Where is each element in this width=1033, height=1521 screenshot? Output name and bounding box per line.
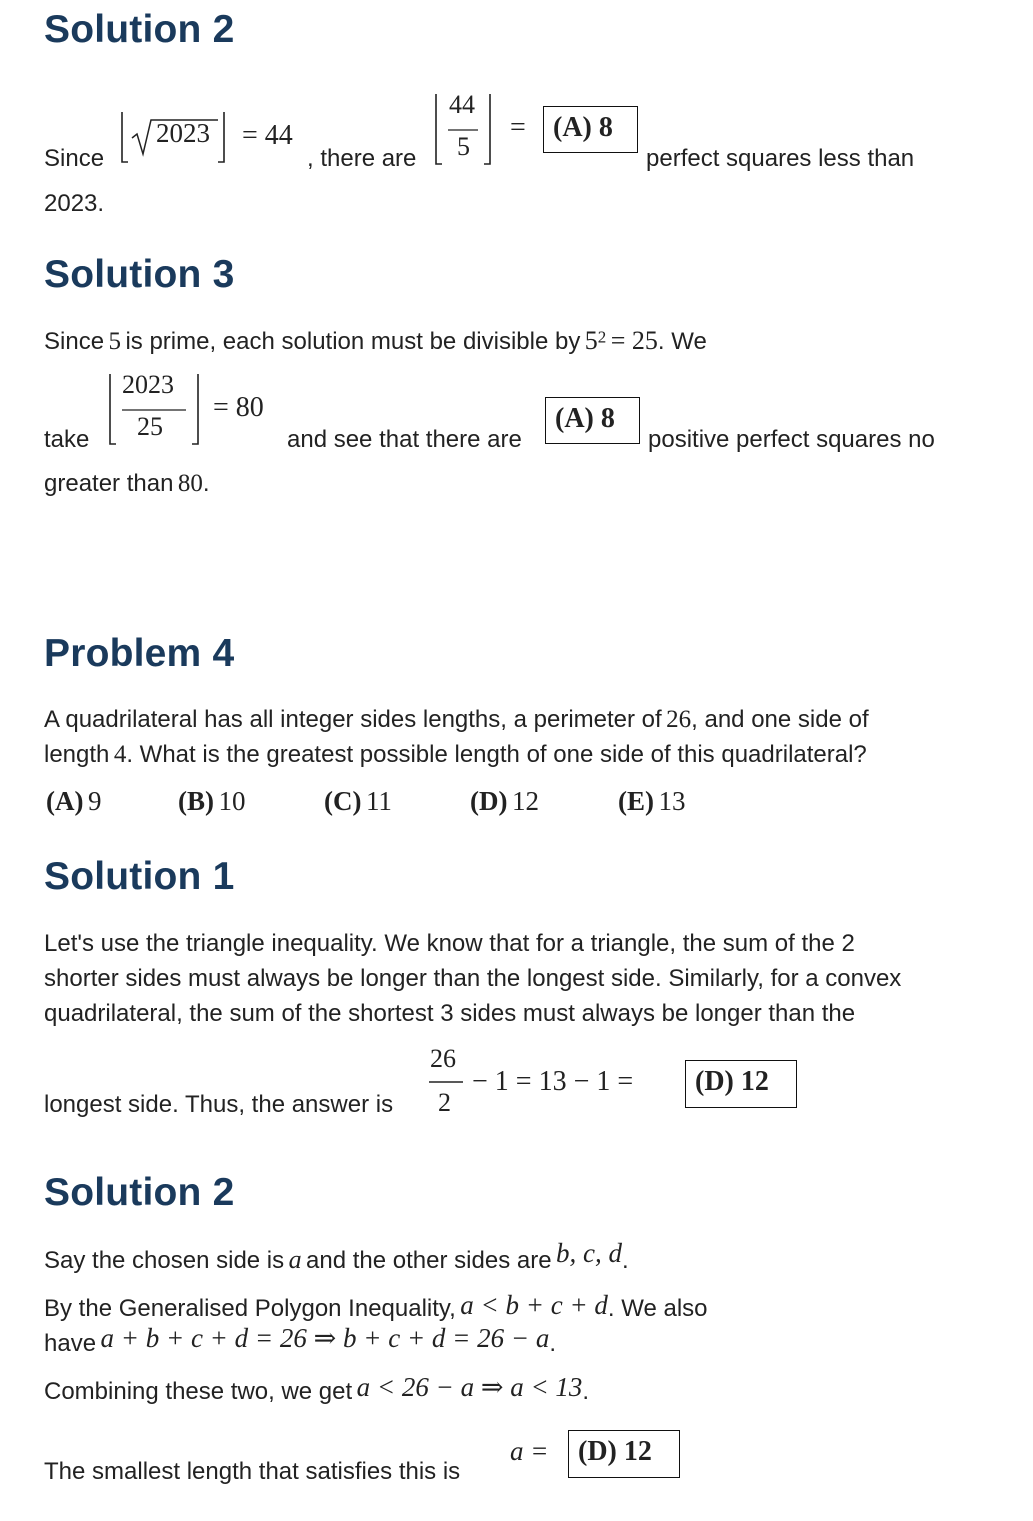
text: . (202, 470, 210, 497)
choice-a (46, 786, 101, 817)
math-vars: b, c, d (556, 1238, 622, 1268)
text: . We also (607, 1295, 708, 1322)
choice-value: 12 (511, 786, 539, 816)
text: . (621, 1247, 629, 1274)
text-line: Let's use the triangle inequality. We know that for a triangle, the sum of the 2 (44, 930, 855, 957)
text-line: shorter sides must always be longer than the longest side. Similarly, for a convex (44, 965, 902, 992)
frac-num: 26 (430, 1044, 456, 1073)
choice-d (470, 786, 539, 817)
math-eq44: = 44 (242, 120, 293, 151)
text-and-see: and see that there are (287, 426, 522, 453)
frac-den: 2 (438, 1088, 451, 1117)
frac-den: 5 (457, 132, 470, 161)
choice-value: 13 (658, 786, 686, 816)
math-expr: − 1 = 13 − 1 = (472, 1066, 634, 1097)
math-a-eq: a = (510, 1436, 549, 1466)
math-26: 26 (666, 706, 692, 733)
text: Say the chosen side is (44, 1247, 285, 1274)
answer: (D) 12 (695, 1066, 769, 1097)
choice-letter: (A) (46, 786, 84, 816)
paragraph-line (44, 1292, 708, 1323)
section-heading: Solution 3 (44, 253, 235, 296)
section-heading: Solution 2 (44, 8, 235, 51)
text-line: longest side. Thus, the answer is (44, 1091, 394, 1118)
text-tail: positive perfect squares no (648, 426, 935, 453)
frac-num: 2023 (122, 370, 174, 399)
text: Combining these two, we get (44, 1378, 353, 1405)
text-line: quadrilateral, the sum of the shortest 3 sides must always be longer than the (44, 1000, 856, 1027)
text: . We (657, 328, 707, 355)
text: , and one side of (691, 706, 869, 733)
choice-letter: (D) (470, 786, 508, 816)
paragraph-line (44, 326, 707, 356)
text: . What is the greatest possible length of one side of this quadrilateral? (126, 741, 867, 768)
math-eq: = (510, 112, 526, 143)
text: and the other sides are (306, 1247, 552, 1274)
answer: (A) 8 (555, 403, 615, 434)
paragraph-line (44, 1372, 590, 1406)
math-eq25: = 25 (610, 326, 658, 355)
frac-den: 25 (137, 412, 163, 441)
text: . (549, 1330, 557, 1357)
text-tail: perfect squares less than (646, 145, 915, 172)
text: greater than (44, 470, 174, 497)
fraction-bar-icon (427, 1080, 467, 1084)
text-since: Since (44, 145, 105, 172)
choice-b (178, 786, 245, 817)
math-expr: a < b + c + d (460, 1290, 608, 1320)
paragraph-line (44, 1238, 629, 1275)
choice-letter: (C) (324, 786, 362, 816)
section-heading: Solution 1 (44, 855, 235, 898)
paragraph-line (44, 1323, 557, 1358)
frac-num: 44 (449, 90, 475, 119)
choice-letter: (E) (618, 786, 654, 816)
text: A quadrilateral has all integer sides lengths, a perimeter of (44, 706, 662, 733)
radicand: 2023 (156, 118, 210, 148)
text: is prime, each solution must be divisible by (125, 328, 581, 355)
text-there-are: , there are (307, 145, 417, 172)
text-line: The smallest length that satisfies this is (44, 1458, 461, 1485)
text-line2: 2023. (44, 190, 105, 217)
text: . (582, 1378, 590, 1405)
math-5: 5 (108, 328, 121, 355)
paragraph-line (44, 741, 867, 769)
math-a: a (288, 1245, 302, 1274)
answer: (D) 12 (578, 1436, 652, 1467)
text: Since (44, 328, 105, 355)
math-pow-base: 5 (584, 326, 598, 355)
answer: (A) 8 (553, 112, 613, 143)
text: have (44, 1330, 97, 1357)
choice-value: 9 (87, 786, 102, 816)
section-heading: Solution 2 (44, 1171, 235, 1214)
choice-c (324, 786, 392, 817)
paragraph-line (44, 706, 869, 734)
text: By the Generalised Polygon Inequality, (44, 1295, 456, 1322)
math-80: 80 (177, 470, 203, 497)
math-pow-exp: 2 (597, 327, 607, 347)
choice-letter: (B) (178, 786, 214, 816)
math-4: 4 (113, 741, 127, 768)
choice-e (618, 786, 685, 817)
choice-value: 11 (365, 786, 392, 816)
math-expr: a + b + c + d = 26 ⇒ b + c + d = 26 − a (100, 1323, 550, 1353)
section-heading: Problem 4 (44, 632, 235, 675)
choice-value: 10 (218, 786, 246, 816)
math-expr: a < 26 − a ⇒ a < 13 (356, 1372, 583, 1402)
text-take: take (44, 426, 90, 453)
text: length (44, 741, 110, 768)
math-eq80: = 80 (213, 392, 264, 423)
paragraph-line (44, 470, 210, 498)
